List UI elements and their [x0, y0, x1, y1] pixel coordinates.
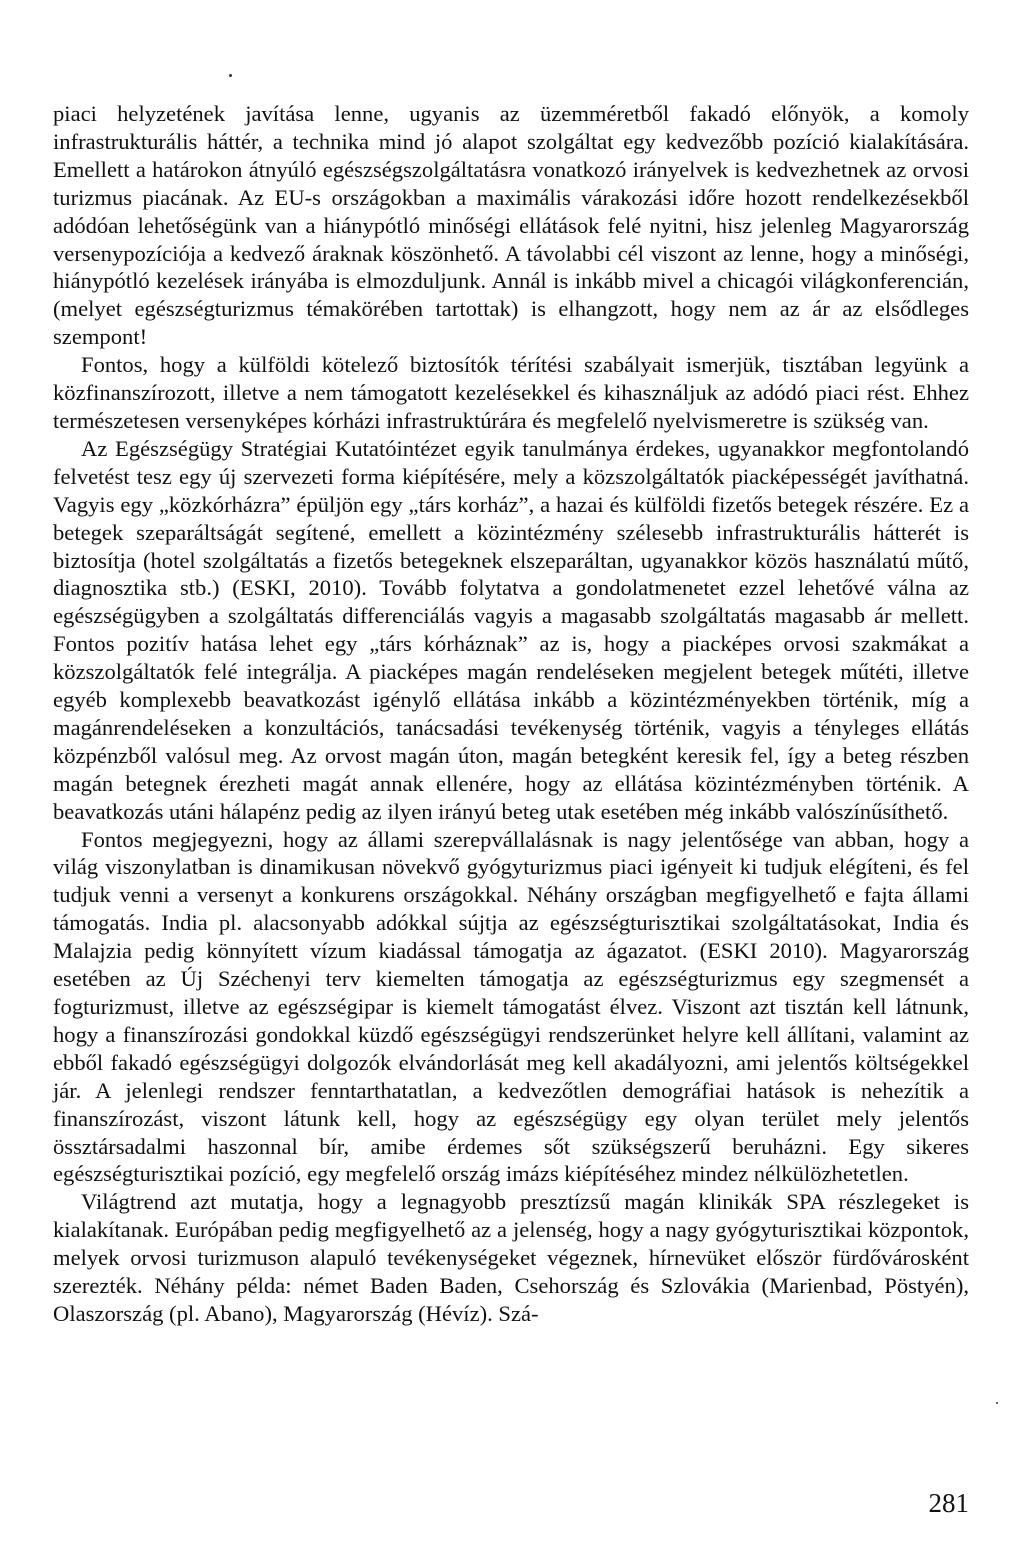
page-number: 281: [928, 1488, 969, 1518]
paragraph-5: Világtrend azt mutatja, hogy a legnagyobb presztízsű magán klinikák SPA részlegeket is kialakítanak. Európában pedig megfigyelhető az a jelenség, hogy a nagy gyógyturisztikai központok, melyek orvosi turizmuson alapuló tevékenységeket végeznek, hírnevüket először fürdővárosként szerezték. Néhány példa: német Baden Baden, Csehország és Szlovákia (Marienbad, Pöstyén), Olaszország (pl. Abano), Magyarország (Hévíz). Szá-: [53, 1189, 969, 1326]
scan-speck: [229, 74, 232, 77]
paragraph-3: Az Egészségügy Stratégiai Kutatóintézet egyik tanulmánya érdekes, ugyanakkor megfontolandó felvetést tesz egy új szervezeti forma kiépítésére, mely a közszolgáltatók piacképességét javíthatná. Vagyis egy „közkórházra” épüljön egy „társ korház”, a hazai és külföldi fizetős betegek részére. Ez a betegek szeparáltságát segítené, emellett a közintézmény szélesebb infrastrukturális hátterét is biztosítja (hotel szolgáltatás a fizetős betegeknek elszeparáltan, ugyanakkor közös használatú műtő, diagnosztika stb.) (ESKI, 2010). Tovább folytatva a gondolatmenetet ezzel lehetővé válna az egészségügyben a szolgáltatás differenciálás vagyis a magasabb szolgáltatás magasabb ár mellett. Fontos pozitív hatása lehet egy „társ kórháznak” az is, hogy a piacképes orvosi szakmákat a közszolgáltatók felé integrálja. A piacképes magán rendeléseken megjelent betegek műtéti, illetve egyéb komplexebb beavatkozást igénylő ellátása inkább a közintézményekben történik, míg a magánrendeléseken a konzultációs, tanácsadási tevékenység történik, vagyis a tényleges ellátás közpénzből valósul meg. Az orvost magán úton, magán betegként keresik fel, így a beteg részben magán betegnek érezheti magát annak ellenére, hogy az ellátása közintézményben történik. A beavatkozás utáni hálapénz pedig az ilyen irányú beteg utak esetében még inkább valószínűsíthető.: [53, 435, 969, 824]
paragraph-4: Fontos megjegyezni, hogy az állami szerepvállalásnak is nagy jelentősége van abban, hogy a világ viszonylatban is dinamikusan növekvő gyógyturizmus piaci igényeit ki tudjuk elégíteni, és fel tudjuk venni a versenyt a konkurens országokkal. Néhány országban megfigyelhető e fajta állami támogatás. India pl. alacsonyabb adókkal sújtja az egészségturisztikai szolgáltatásokat, India és Malajzia pedig könnyített vízum kiadással támogatja az ágazatot. (ESKI 2010). Magyarország esetében az Új Széchenyi terv kiemelten támogatja az egészségturizmus egy szegmensét a fogturizmust, illetve az egészségipar is kiemelt támogatást élvez. Viszont azt tisztán kell látnunk, hogy a finanszírozási gondokkal küzdő egészségügyi rendszerünket helyre kell állítani, valamint az ebből fakadó egészségügyi dolgozók elvándorlását meg kell akadályozni, ami jelentős költségekkel jár. A jelenlegi rendszer fenntarthatatlan, a kedvezőtlen demográfiai hatások is nehezítik a finanszírozást, viszont látunk kell, hogy az egészségügy egy olyan terület mely jelentős össztársadalmi haszonnal bír, amibe érdemes sőt szükségszerű beruházni. Egy sikeres egészségturisztikai pozíció, egy megfelelő ország imázs kiépítéséhez mindez nélkülözhetetlen.: [53, 826, 969, 1187]
paragraph-1: piaci helyzetének javítása lenne, ugyanis az üzemméretből fakadó előnyök, a komoly infrastrukturális háttér, a technika mind jó alapot szolgáltat egy kedvezőbb pozíció kialakítására. Emellett a határokon átnyúló egészségszolgáltatásra vonatkozó irányelvek is kedvezhetnek az orvosi turizmus piacának. Az EU-s országokban a maximális várakozási időre hozott rendelkezésekből adódóan lehetőségünk van a hiánypótló minőségi ellátások felé nyitni, hisz jelenleg Magyarország versenypozíciója a kedvező áraknak köszönhető. A távolabbi cél viszont az lenne, hogy a minőségi, hiánypótló kezelések irányába is elmozduljunk. Annál is inkább mivel a chicagói világkonferencián, (melyet egészségturizmus témakörében tartottak) is elhangzott, hogy nem az ár az elsődleges szempont!: [53, 101, 969, 350]
body-text: [53, 100, 969, 1328]
scan-speck: [996, 1402, 998, 1404]
paragraph-2: Fontos, hogy a külföldi kötelező biztosítók térítési szabályait ismerjük, tisztában legyünk a közfinanszírozott, illetve a nem támogatott kezelésekkel és kihasználjuk az adódó piaci rést. Ehhez természetesen versenyképes kórházi infrastruktúrára és megfelelő nyelvismeretre is szükség van.: [53, 352, 969, 433]
